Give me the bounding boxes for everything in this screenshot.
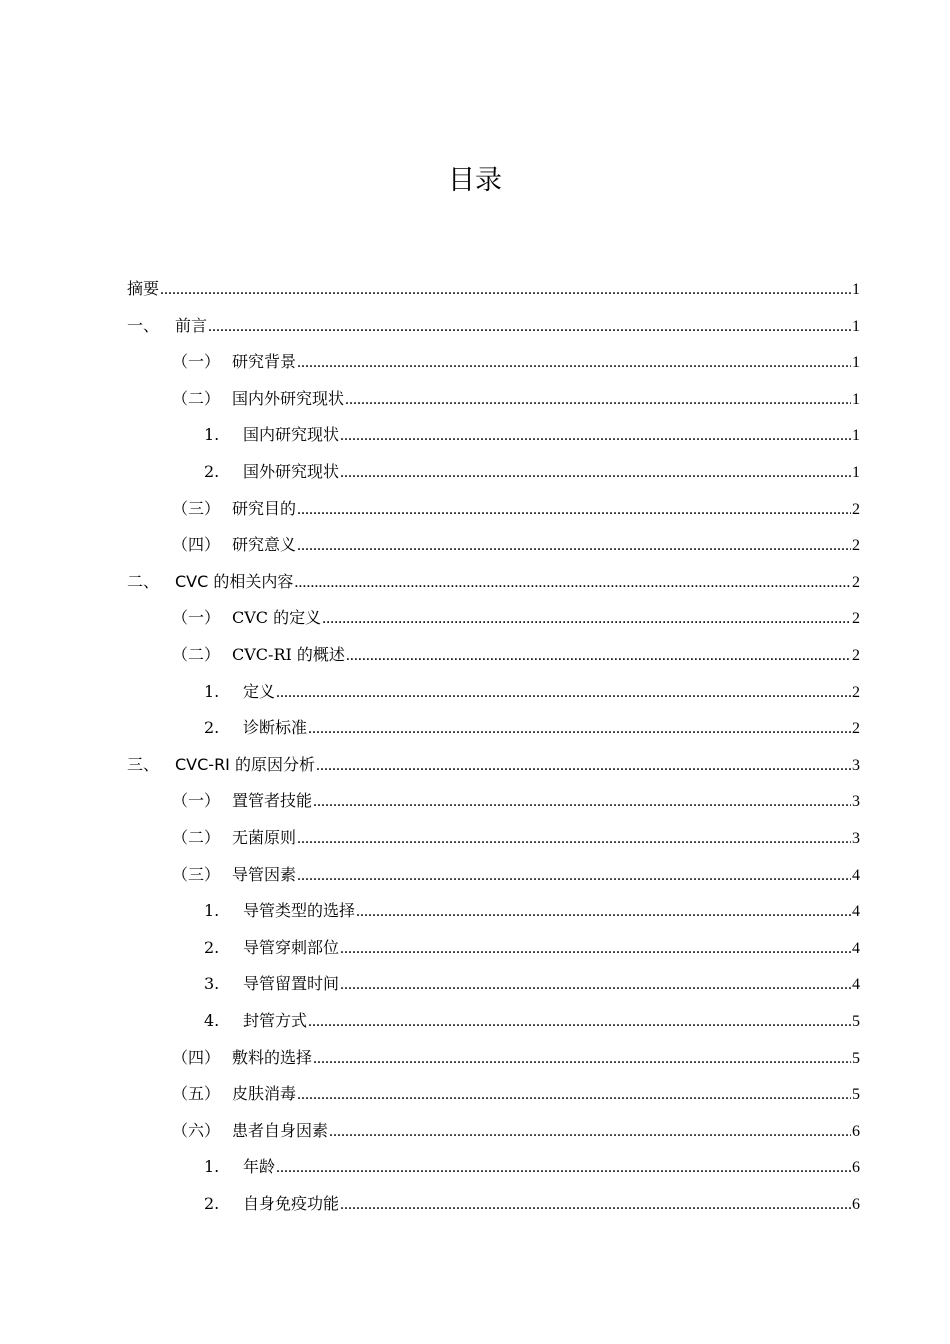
dot-leader [276,675,851,711]
toc-entry[interactable] [172,1113,860,1149]
toc-entry[interactable] [204,674,860,710]
toc-entry[interactable] [172,600,860,636]
toc-entry-label: CVC 的相关内容 [175,571,294,591]
toc-entry-label: 研究背景 [232,352,297,372]
toc-entry-number: 1. [204,425,220,445]
toc-entry[interactable] [204,893,860,929]
toc-entry-label: 诊断标准 [243,718,308,738]
dot-leader [340,455,851,491]
toc-entry-page-number: 1 [852,317,860,335]
toc-entry-number: （一） [172,791,221,811]
toc-entry-label: 皮肤消毒 [232,1084,297,1104]
toc-entry-label: 定义 [243,681,276,701]
toc-entry-label: 前言 [175,315,208,335]
dot-leader [160,272,851,308]
toc-entry[interactable] [172,527,860,563]
toc-entry-number: 2. [204,937,220,957]
dot-leader [356,894,851,930]
toc-entry[interactable] [204,417,860,453]
toc-entry-number: 三、 [127,754,160,774]
toc-entry-label: 研究意义 [232,535,297,555]
toc-entry[interactable] [127,564,860,600]
toc-entry-page-number: 3 [852,793,860,811]
toc-entry-page-number: 4 [852,939,860,957]
toc-entry-page-number: 3 [852,756,860,774]
toc-entry-page-number: 2 [852,573,860,591]
toc-entry-number: （一） [172,352,221,372]
toc-entry-page-number: 6 [852,1159,860,1177]
toc-entry[interactable] [172,820,860,856]
toc-entry-number: 1. [204,681,220,701]
toc-entry-number: （二） [172,645,221,664]
toc-entry[interactable] [172,491,860,527]
toc-entry-label: 摘要 [127,279,160,298]
dot-leader [316,748,851,784]
toc-entry[interactable] [172,857,860,893]
toc-entry-number: 一、 [127,315,160,335]
toc-entry-label: CVC-RI 的原因分析 [175,754,315,774]
dot-leader [297,528,851,564]
toc-entry-number: （二） [172,828,221,847]
dot-leader [329,1114,851,1150]
dot-leader [313,784,851,820]
dot-leader [297,492,851,528]
toc-entry-label: 导管因素 [232,864,297,884]
toc-entry-label: CVC 的定义 [232,608,322,628]
toc-entry[interactable] [204,710,860,746]
toc-entry-number: 2. [204,462,220,481]
toc-entry-label: 年龄 [243,1157,276,1177]
toc-entry-page-number: 4 [852,903,860,921]
toc-entry-number: （三） [172,864,221,884]
toc-entry-page-number: 5 [852,1086,860,1104]
toc-title: 目录 [448,165,502,196]
toc-entry[interactable] [204,1186,860,1222]
toc-entry-number: （一） [172,608,221,628]
toc-entry[interactable] [204,454,860,490]
toc-entry-page-number: 4 [852,866,860,884]
dot-leader [208,309,851,345]
toc-entry-number: 4. [204,1011,220,1030]
toc-entry[interactable] [127,271,860,307]
toc-entry-number: （六） [172,1120,221,1140]
toc-entry-page-number: 1 [852,390,860,408]
dot-leader [340,967,851,1003]
toc-entry-page-number: 5 [852,1049,860,1067]
toc-entry-number: 2. [204,718,220,738]
toc-entry[interactable] [172,637,860,673]
toc-entry[interactable] [204,966,860,1002]
toc-entry[interactable] [172,1076,860,1112]
toc-entry-label: 置管者技能 [232,791,313,811]
dot-leader [313,1041,851,1077]
toc-entry[interactable] [204,1149,860,1185]
toc-entry-label: 患者自身因素 [232,1120,329,1140]
toc-entry[interactable] [127,308,860,344]
toc-entry-page-number: 4 [852,976,860,994]
toc-entry-label: 导管留置时间 [243,974,340,994]
toc-entry-page-number: 2 [852,610,860,628]
toc-entry-page-number: 2 [852,647,860,664]
dot-leader [308,711,851,747]
toc-entry[interactable] [172,381,860,417]
toc-entry-label: 国内外研究现状 [232,388,345,408]
toc-entry-label: 国外研究现状 [243,462,340,481]
toc-entry-label: 研究目的 [232,498,297,518]
toc-entry-number: （二） [172,388,221,408]
toc-entry-number: 二、 [127,571,160,591]
toc-entry-label: 导管类型的选择 [243,901,356,921]
dot-leader [322,601,851,637]
toc-entry-page-number: 2 [852,720,860,738]
dot-leader [294,565,851,601]
dot-leader [345,382,851,418]
toc-entry-label: 敷料的选择 [232,1047,313,1067]
dot-leader [340,1187,851,1223]
toc-entry[interactable] [172,783,860,819]
toc-entry-number: （四） [172,535,221,555]
toc-entry-page-number: 5 [852,1013,860,1030]
toc-entry-page-number: 3 [852,830,860,847]
dot-leader [340,418,851,454]
toc-entry-page-number: 1 [852,354,860,372]
toc-entry-number: 2. [204,1194,220,1213]
dot-leader [276,1150,851,1186]
toc-entry-label: 封管方式 [243,1011,308,1030]
toc-entry-label: 无菌原则 [232,828,297,847]
dot-leader [297,821,851,857]
toc-entry-number: （四） [172,1047,221,1067]
toc-entry-page-number: 2 [852,500,860,518]
toc-entry[interactable] [204,1003,860,1039]
dot-leader [308,1004,851,1040]
toc-entry-page-number: 1 [852,464,860,481]
toc-entry-number: 1. [204,901,220,921]
toc-entry-page-number: 1 [852,427,860,445]
toc-entry[interactable] [172,1040,860,1076]
dot-leader [297,858,851,894]
toc-entry-page-number: 6 [852,1196,860,1213]
toc-entry-label: CVC-RI 的概述 [232,645,345,664]
toc-entry-label: 国内研究现状 [243,425,340,445]
toc-entry[interactable] [127,747,860,783]
toc-entry-number: 1. [204,1157,220,1177]
toc-entry[interactable] [172,344,860,380]
toc-entry-label: 自身免疫功能 [243,1194,340,1213]
toc-entry-page-number: 2 [852,683,860,701]
toc-entry-number: 3. [204,974,220,994]
dot-leader [297,1077,851,1113]
toc-entry-label: 导管穿刺部位 [243,937,340,957]
dot-leader [346,638,851,674]
dot-leader [340,931,851,967]
toc-entry-page-number: 2 [852,537,860,555]
toc-entry-page-number: 1 [852,281,860,298]
dot-leader [297,345,851,381]
toc-entry-page-number: 6 [852,1122,860,1140]
toc-entry[interactable] [204,930,860,966]
toc-entry-number: （三） [172,498,221,518]
toc-entry-number: （五） [172,1084,221,1104]
